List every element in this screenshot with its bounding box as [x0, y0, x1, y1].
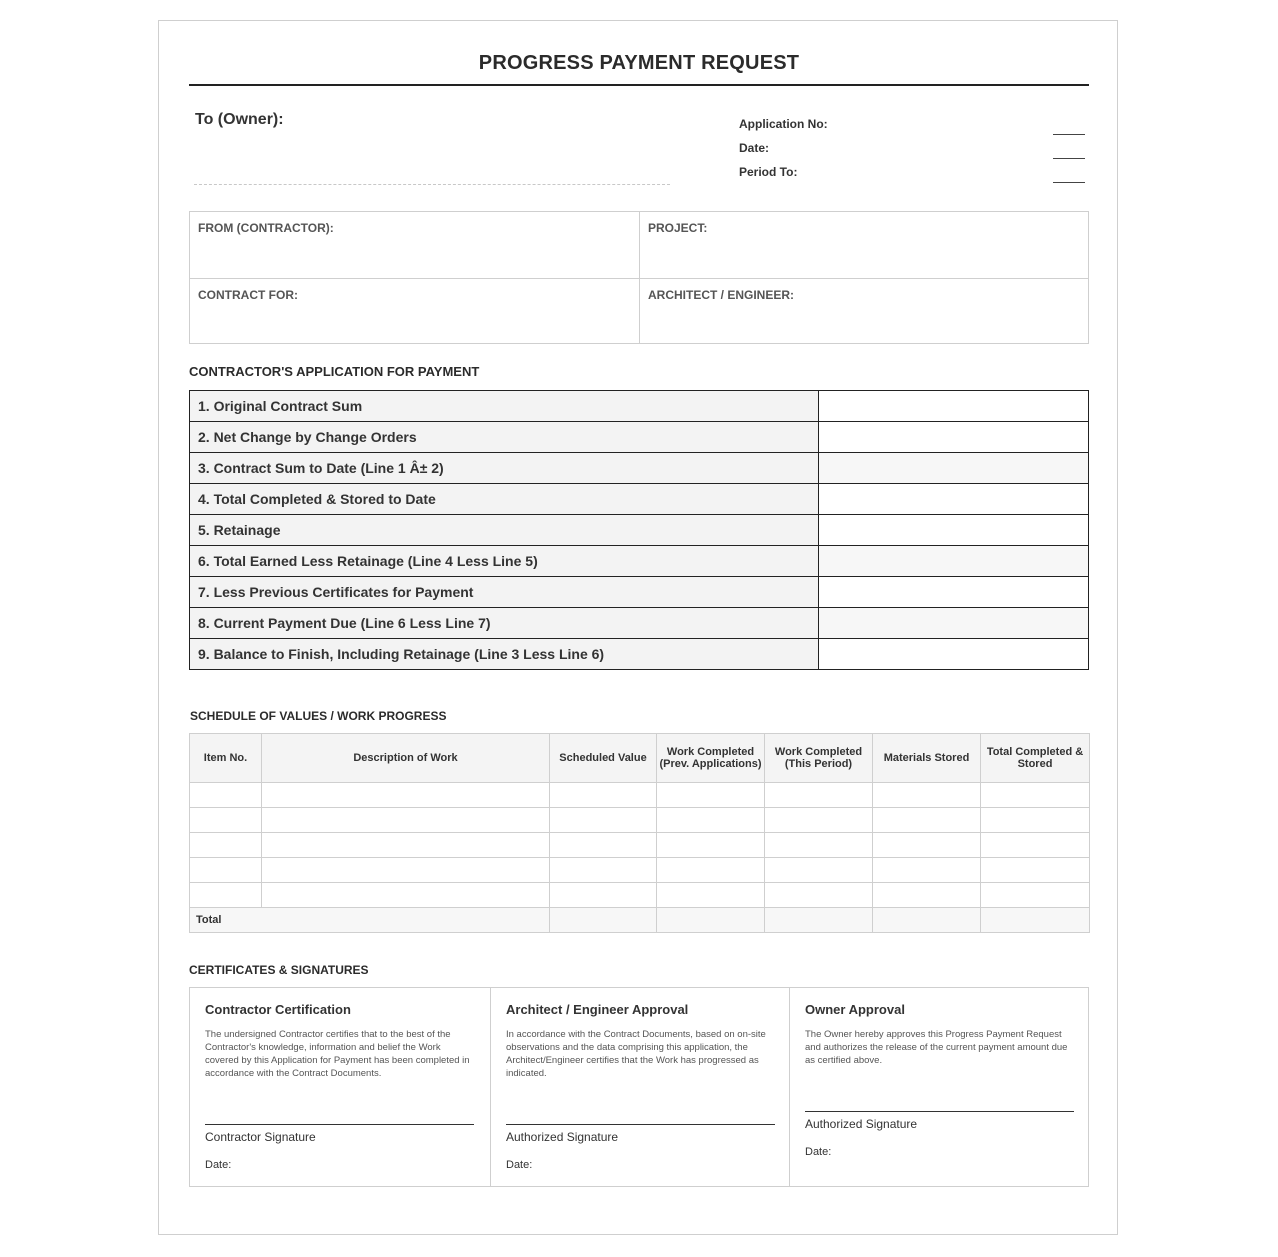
certificates-heading: CERTIFICATES & SIGNATURES [189, 963, 369, 977]
from-contractor-cell[interactable] [190, 212, 639, 278]
application-row [190, 453, 1089, 484]
table-cell[interactable] [262, 808, 550, 833]
total-cell[interactable] [550, 908, 657, 933]
table-cell[interactable] [873, 783, 981, 808]
table-cell[interactable] [262, 783, 550, 808]
application-line-value[interactable] [819, 515, 1089, 546]
cert-title: Contractor Certification [205, 1002, 351, 1017]
period-to-field[interactable] [1053, 182, 1085, 183]
table-row [190, 833, 1090, 858]
page-title: PROGRESS PAYMENT REQUEST [478, 52, 800, 74]
signature-label: Authorized Signature [805, 1117, 918, 1131]
application-row [190, 484, 1089, 515]
table-cell[interactable] [190, 858, 262, 883]
signature-label: Contractor Signature [205, 1130, 316, 1144]
table-cell[interactable] [873, 858, 981, 883]
application-line-label: 9. Balance to Finish, Including Retainage (Line 3 Less Line 6) [190, 639, 819, 670]
application-row [190, 608, 1089, 639]
application-line-label: 3. Contract Sum to Date (Line 1 Â± 2) [190, 453, 819, 484]
table-cell[interactable] [873, 833, 981, 858]
project-label: PROJECT: [648, 221, 708, 235]
signature-line[interactable] [506, 1124, 775, 1125]
total-cell[interactable] [873, 908, 981, 933]
application-line-value[interactable] [819, 484, 1089, 515]
application-line-label: 7. Less Previous Certificates for Payment [190, 577, 819, 608]
from-contractor-label: FROM (CONTRACTOR): [198, 221, 334, 235]
column-header: Item No. [190, 734, 262, 783]
application-row [190, 515, 1089, 546]
signature-line[interactable] [805, 1111, 1074, 1112]
application-line-label: 4. Total Completed & Stored to Date [190, 484, 819, 515]
table-cell[interactable] [190, 883, 262, 908]
application-line-value[interactable] [819, 608, 1089, 639]
total-label: Total [190, 908, 550, 933]
table-cell[interactable] [657, 858, 765, 883]
table-cell[interactable] [981, 833, 1090, 858]
application-row [190, 422, 1089, 453]
table-cell[interactable] [550, 858, 657, 883]
table-cell[interactable] [262, 833, 550, 858]
table-row [190, 808, 1090, 833]
date-label: Date: [506, 1159, 533, 1171]
column-header: Work Completed (Prev. Applications) [657, 734, 765, 783]
table-cell[interactable] [657, 783, 765, 808]
table-cell[interactable] [190, 808, 262, 833]
table-cell[interactable] [657, 808, 765, 833]
cert-title: Owner Approval [805, 1002, 905, 1017]
application-no-field[interactable] [1053, 134, 1085, 135]
application-heading: CONTRACTOR'S APPLICATION FOR PAYMENT [189, 364, 480, 379]
table-cell[interactable] [981, 883, 1090, 908]
table-row [190, 858, 1090, 883]
contract-for-cell[interactable] [190, 278, 639, 344]
total-row [190, 908, 1090, 933]
application-line-value[interactable] [819, 391, 1089, 422]
application-row [190, 391, 1089, 422]
application-row [190, 577, 1089, 608]
table-cell[interactable] [262, 858, 550, 883]
certificates-box [189, 987, 1089, 1187]
column-header: Scheduled Value [550, 734, 657, 783]
table-cell[interactable] [262, 883, 550, 908]
application-line-label: 2. Net Change by Change Orders [190, 422, 819, 453]
cert-text: The undersigned Contractor certifies that to the best of the Contractor's knowledge, information and belief the Work covered by this Application for Payment has been completed in accordance with the Contract Documents. [205, 1029, 470, 1079]
table-cell[interactable] [765, 833, 873, 858]
application-line-label: 8. Current Payment Due (Line 6 Less Line 7) [190, 608, 819, 639]
date-label: Date: [739, 141, 770, 155]
to-owner-field[interactable] [194, 184, 670, 185]
application-line-value[interactable] [819, 577, 1089, 608]
application-line-value[interactable] [819, 546, 1089, 577]
period-to-label: Period To: [739, 165, 798, 179]
application-no-label: Application No: [739, 117, 828, 131]
table-cell[interactable] [765, 858, 873, 883]
cert-text: In accordance with the Contract Documents, based on on-site observations and the data comprising this application, the Architect/Engineer certifies that the Work has progressed as indicated. [506, 1029, 766, 1079]
application-row [190, 546, 1089, 577]
application-line-label: 6. Total Earned Less Retainage (Line 4 Less Line 5) [190, 546, 819, 577]
table-cell[interactable] [981, 783, 1090, 808]
signature-label: Authorized Signature [506, 1130, 619, 1144]
schedule-heading: SCHEDULE OF VALUES / WORK PROGRESS [190, 709, 447, 723]
application-line-value[interactable] [819, 453, 1089, 484]
project-cell[interactable] [639, 212, 1088, 278]
application-no-row [739, 117, 1085, 141]
period-to-row [739, 165, 1085, 189]
document-page [158, 20, 1118, 1235]
column-header: Total Completed & Stored [981, 734, 1090, 783]
application-row [190, 639, 1089, 670]
contractor-certification [190, 988, 490, 1186]
table-cell[interactable] [657, 883, 765, 908]
table-cell[interactable] [765, 808, 873, 833]
table-cell[interactable] [190, 833, 262, 858]
table-cell[interactable] [550, 783, 657, 808]
title-divider [189, 84, 1089, 86]
table-cell[interactable] [873, 808, 981, 833]
architect-engineer-approval [490, 988, 790, 1186]
application-line-label: 1. Original Contract Sum [190, 391, 819, 422]
table-cell[interactable] [550, 833, 657, 858]
table-cell[interactable] [981, 808, 1090, 833]
architect-engineer-cell[interactable] [639, 278, 1088, 344]
signature-line[interactable] [205, 1124, 474, 1125]
table-cell[interactable] [550, 883, 657, 908]
date-label: Date: [805, 1146, 832, 1158]
to-owner-label: To (Owner): [195, 111, 284, 128]
total-cell[interactable] [657, 908, 765, 933]
total-cell[interactable] [981, 908, 1090, 933]
application-line-label: 5. Retainage [190, 515, 819, 546]
application-line-value[interactable] [819, 422, 1089, 453]
schedule-table [189, 733, 1090, 933]
application-table [189, 390, 1089, 670]
table-cell[interactable] [190, 783, 262, 808]
column-header: Description of Work [262, 734, 550, 783]
cert-text: The Owner hereby approves this Progress Payment Request and authorizes the release of the current payment amount due as certified above. [805, 1029, 1068, 1066]
column-header: Materials Stored [873, 734, 981, 783]
table-cell[interactable] [873, 883, 981, 908]
table-cell[interactable] [981, 858, 1090, 883]
architect-engineer-label: ARCHITECT / ENGINEER: [648, 288, 795, 302]
column-header: Work Completed (This Period) [765, 734, 873, 783]
table-cell[interactable] [765, 883, 873, 908]
contract-for-label: CONTRACT FOR: [198, 288, 298, 302]
table-cell[interactable] [765, 783, 873, 808]
application-line-value[interactable] [819, 639, 1089, 670]
table-cell[interactable] [550, 808, 657, 833]
date-row [739, 141, 1085, 165]
cert-title: Architect / Engineer Approval [506, 1002, 689, 1017]
date-label: Date: [205, 1159, 232, 1171]
party-info-grid [189, 211, 1089, 344]
schedule-header-row [190, 734, 1090, 783]
total-cell[interactable] [765, 908, 873, 933]
date-field[interactable] [1053, 158, 1085, 159]
application-meta [739, 117, 1085, 189]
table-row [190, 883, 1090, 908]
table-row [190, 783, 1090, 808]
table-cell[interactable] [657, 833, 765, 858]
owner-approval [789, 988, 1088, 1186]
